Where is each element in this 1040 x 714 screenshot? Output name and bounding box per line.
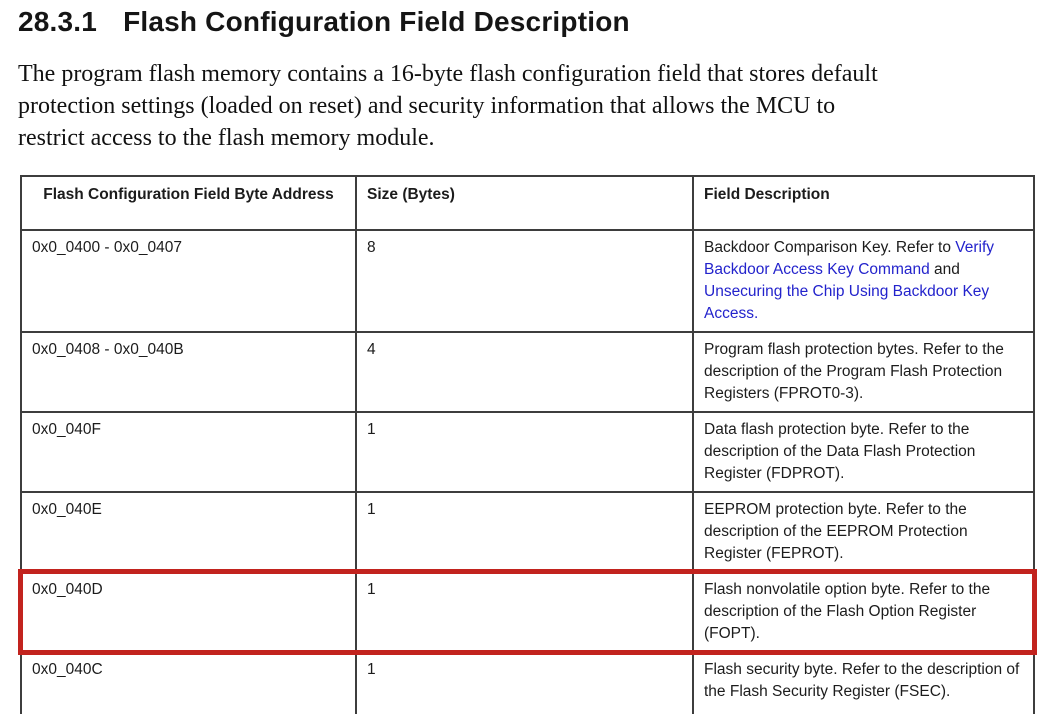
address-cell: 0x0_040C bbox=[21, 652, 356, 714]
intro-paragraph bbox=[18, 58, 1032, 154]
table-row bbox=[21, 652, 1034, 714]
doc-link[interactable]: Verify Backdoor Access Key Command bbox=[704, 239, 995, 278]
description-text: Flash security byte. Refer to the description of the Flash Security Register (FSEC). bbox=[704, 661, 1020, 700]
size-cell: 1 bbox=[356, 412, 693, 492]
section-heading bbox=[18, 6, 1032, 38]
table-row bbox=[21, 412, 1034, 492]
size-cell: 1 bbox=[356, 652, 693, 714]
doc-link[interactable]: Unsecuring the Chip Using Backdoor Key Access. bbox=[704, 283, 990, 322]
table-row bbox=[21, 492, 1034, 572]
description-text: Data flash protection byte. Refer to the description of the Data Flash Protection Register (FDPROT). bbox=[704, 421, 976, 482]
size-cell: 1 bbox=[356, 492, 693, 572]
flash-config-table bbox=[20, 175, 1035, 714]
table-row bbox=[21, 230, 1034, 332]
table-header-row bbox=[21, 176, 1034, 230]
description-cell bbox=[693, 492, 1034, 572]
description-text: and bbox=[929, 261, 960, 278]
description-text: Backdoor Comparison Key. Refer to bbox=[704, 239, 956, 256]
description-cell bbox=[693, 652, 1034, 714]
address-cell: 0x0_040D bbox=[21, 572, 356, 652]
address-cell: 0x0_040E bbox=[21, 492, 356, 572]
header-address: Flash Configuration Field Byte Address bbox=[21, 176, 356, 230]
page-title: Flash Configuration Field Description bbox=[123, 6, 630, 37]
table-row bbox=[21, 332, 1034, 412]
address-cell: 0x0_0408 - 0x0_040B bbox=[21, 332, 356, 412]
description-text: Program flash protection bytes. Refer to the description of the Program Flash Protection Registers (FPROT0-3). bbox=[704, 341, 1004, 402]
header-description: Field Description bbox=[693, 176, 1034, 230]
intro-line: restrict access to the flash memory module. bbox=[18, 125, 435, 151]
description-text: EEPROM protection byte. Refer to the description of the EEPROM Protection Register (FEPROT). bbox=[704, 501, 968, 562]
address-cell: 0x0_0400 - 0x0_0407 bbox=[21, 230, 356, 332]
header-size: Size (Bytes) bbox=[356, 176, 693, 230]
table-body bbox=[21, 230, 1034, 714]
description-cell bbox=[693, 572, 1034, 652]
table-row-highlighted bbox=[21, 572, 1034, 652]
size-cell: 1 bbox=[356, 572, 693, 652]
size-cell: 4 bbox=[356, 332, 693, 412]
intro-line: The program flash memory contains a 16-byte flash configuration field that stores default bbox=[18, 61, 878, 87]
description-text: Flash nonvolatile option byte. Refer to the description of the Flash Option Register (FOPT). bbox=[704, 581, 991, 642]
section-number: 28.3.1 bbox=[18, 6, 98, 37]
address-cell: 0x0_040F bbox=[21, 412, 356, 492]
intro-line: protection settings (loaded on reset) and security information that allows the MCU to bbox=[18, 93, 836, 119]
description-cell bbox=[693, 332, 1034, 412]
description-cell bbox=[693, 412, 1034, 492]
description-cell bbox=[693, 230, 1034, 332]
size-cell: 8 bbox=[356, 230, 693, 332]
